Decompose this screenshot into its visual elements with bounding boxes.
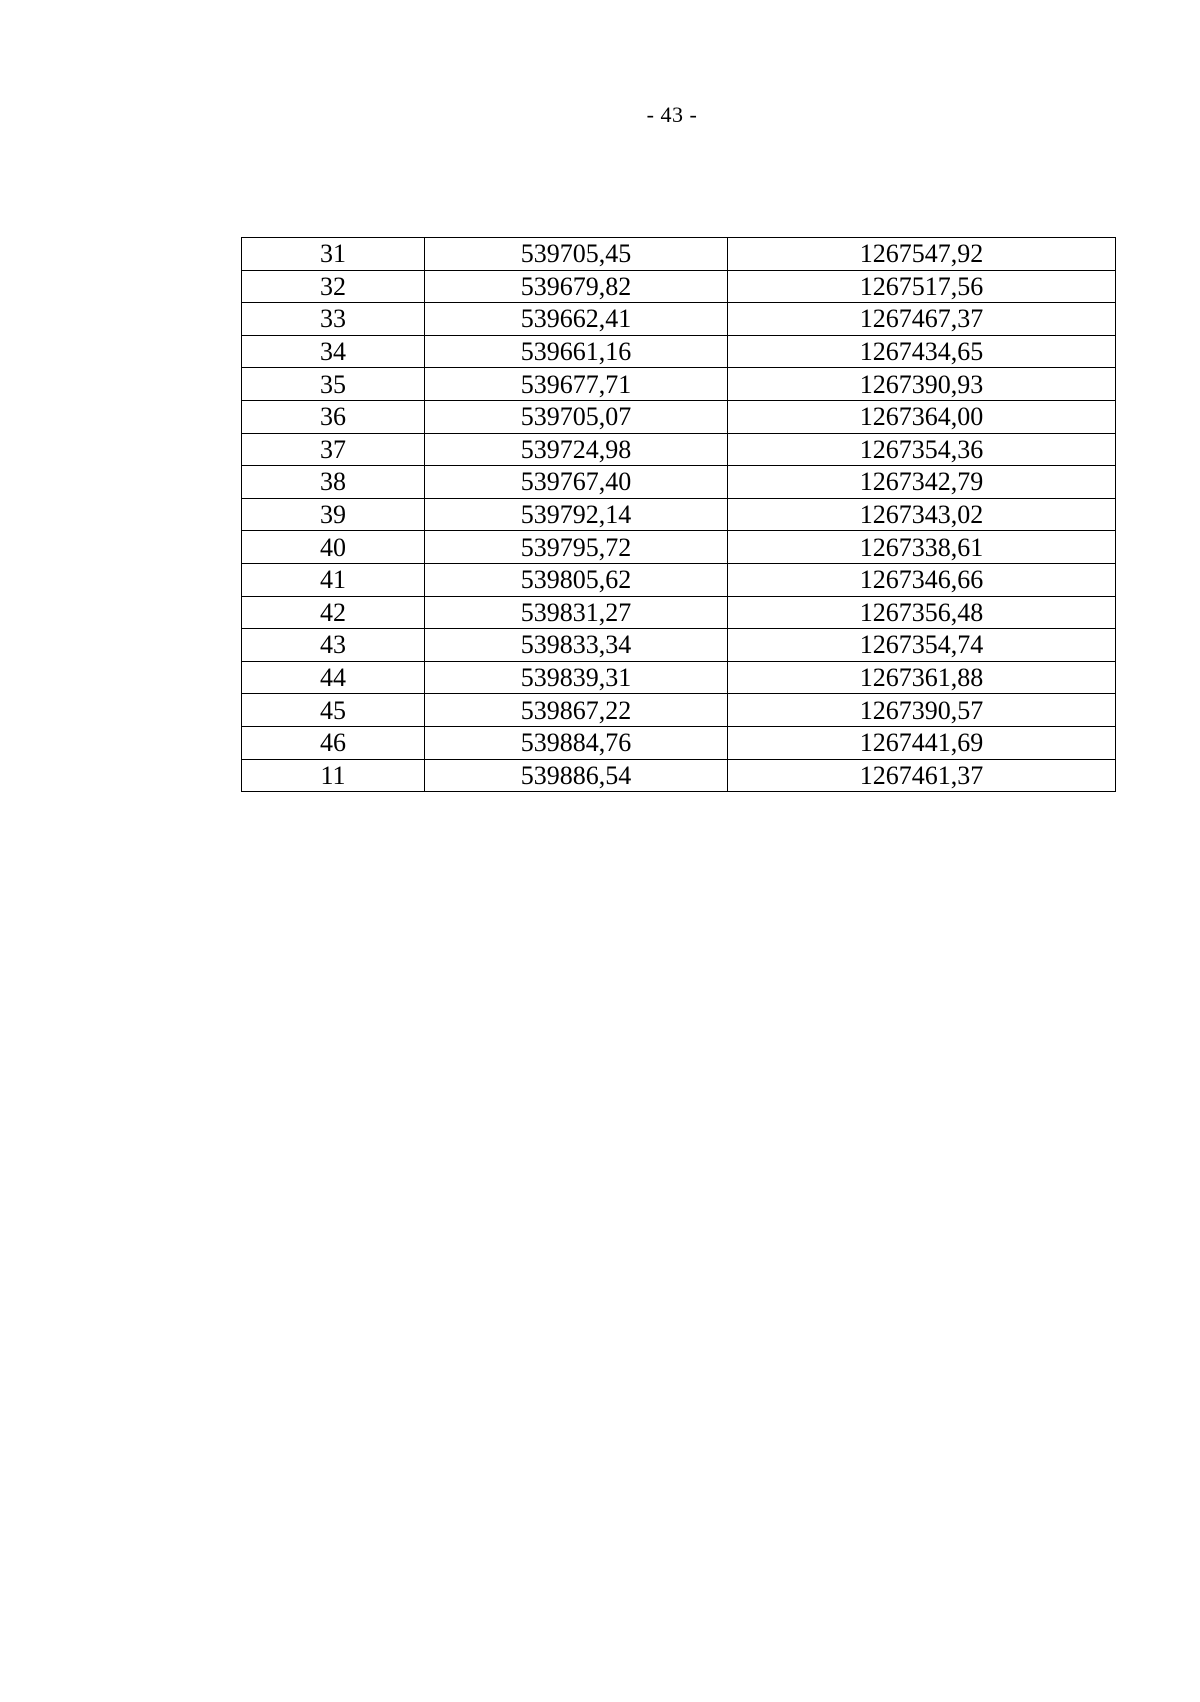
point-number-cell: 35	[242, 368, 425, 401]
y-coordinate-cell: 1267338,61	[728, 531, 1116, 564]
table-row	[242, 596, 1116, 629]
point-number-cell: 31	[242, 238, 425, 271]
table-row	[242, 433, 1116, 466]
table-row	[242, 759, 1116, 792]
table-row	[242, 661, 1116, 694]
coordinates-table	[241, 237, 1116, 792]
point-number-cell: 38	[242, 466, 425, 499]
table-row	[242, 303, 1116, 336]
y-coordinate-cell: 1267517,56	[728, 270, 1116, 303]
table-row	[242, 466, 1116, 499]
point-number-cell: 46	[242, 726, 425, 759]
point-number-cell: 33	[242, 303, 425, 336]
y-coordinate-cell: 1267354,74	[728, 629, 1116, 662]
table-row	[242, 335, 1116, 368]
table-row	[242, 694, 1116, 727]
x-coordinate-cell: 539677,71	[425, 368, 728, 401]
x-coordinate-cell: 539805,62	[425, 563, 728, 596]
x-coordinate-cell: 539795,72	[425, 531, 728, 564]
x-coordinate-cell: 539839,31	[425, 661, 728, 694]
x-coordinate-cell: 539679,82	[425, 270, 728, 303]
y-coordinate-cell: 1267364,00	[728, 400, 1116, 433]
point-number-cell: 40	[242, 531, 425, 564]
point-number-cell: 32	[242, 270, 425, 303]
x-coordinate-cell: 539867,22	[425, 694, 728, 727]
y-coordinate-cell: 1267461,37	[728, 759, 1116, 792]
table-row	[242, 726, 1116, 759]
point-number-cell: 45	[242, 694, 425, 727]
point-number-cell: 34	[242, 335, 425, 368]
table-row	[242, 400, 1116, 433]
y-coordinate-cell: 1267354,36	[728, 433, 1116, 466]
x-coordinate-cell: 539886,54	[425, 759, 728, 792]
table-row	[242, 270, 1116, 303]
table-row	[242, 238, 1116, 271]
y-coordinate-cell: 1267441,69	[728, 726, 1116, 759]
x-coordinate-cell: 539831,27	[425, 596, 728, 629]
y-coordinate-cell: 1267390,57	[728, 694, 1116, 727]
point-number-cell: 39	[242, 498, 425, 531]
y-coordinate-cell: 1267346,66	[728, 563, 1116, 596]
y-coordinate-cell: 1267361,88	[728, 661, 1116, 694]
x-coordinate-cell: 539833,34	[425, 629, 728, 662]
x-coordinate-cell: 539661,16	[425, 335, 728, 368]
y-coordinate-cell: 1267547,92	[728, 238, 1116, 271]
point-number-cell: 36	[242, 400, 425, 433]
y-coordinate-cell: 1267467,37	[728, 303, 1116, 336]
page-number: - 43 -	[646, 102, 698, 127]
y-coordinate-cell: 1267356,48	[728, 596, 1116, 629]
table-row	[242, 368, 1116, 401]
y-coordinate-cell: 1267390,93	[728, 368, 1116, 401]
table-row	[242, 498, 1116, 531]
table-row	[242, 563, 1116, 596]
point-number-cell: 44	[242, 661, 425, 694]
point-number-cell: 37	[242, 433, 425, 466]
table-row	[242, 531, 1116, 564]
point-number-cell: 11	[242, 759, 425, 792]
point-number-cell: 41	[242, 563, 425, 596]
x-coordinate-cell: 539767,40	[425, 466, 728, 499]
y-coordinate-cell: 1267342,79	[728, 466, 1116, 499]
y-coordinate-cell: 1267343,02	[728, 498, 1116, 531]
x-coordinate-cell: 539705,45	[425, 238, 728, 271]
x-coordinate-cell: 539884,76	[425, 726, 728, 759]
x-coordinate-cell: 539792,14	[425, 498, 728, 531]
x-coordinate-cell: 539662,41	[425, 303, 728, 336]
table-row	[242, 629, 1116, 662]
x-coordinate-cell: 539705,07	[425, 400, 728, 433]
x-coordinate-cell: 539724,98	[425, 433, 728, 466]
point-number-cell: 43	[242, 629, 425, 662]
y-coordinate-cell: 1267434,65	[728, 335, 1116, 368]
point-number-cell: 42	[242, 596, 425, 629]
